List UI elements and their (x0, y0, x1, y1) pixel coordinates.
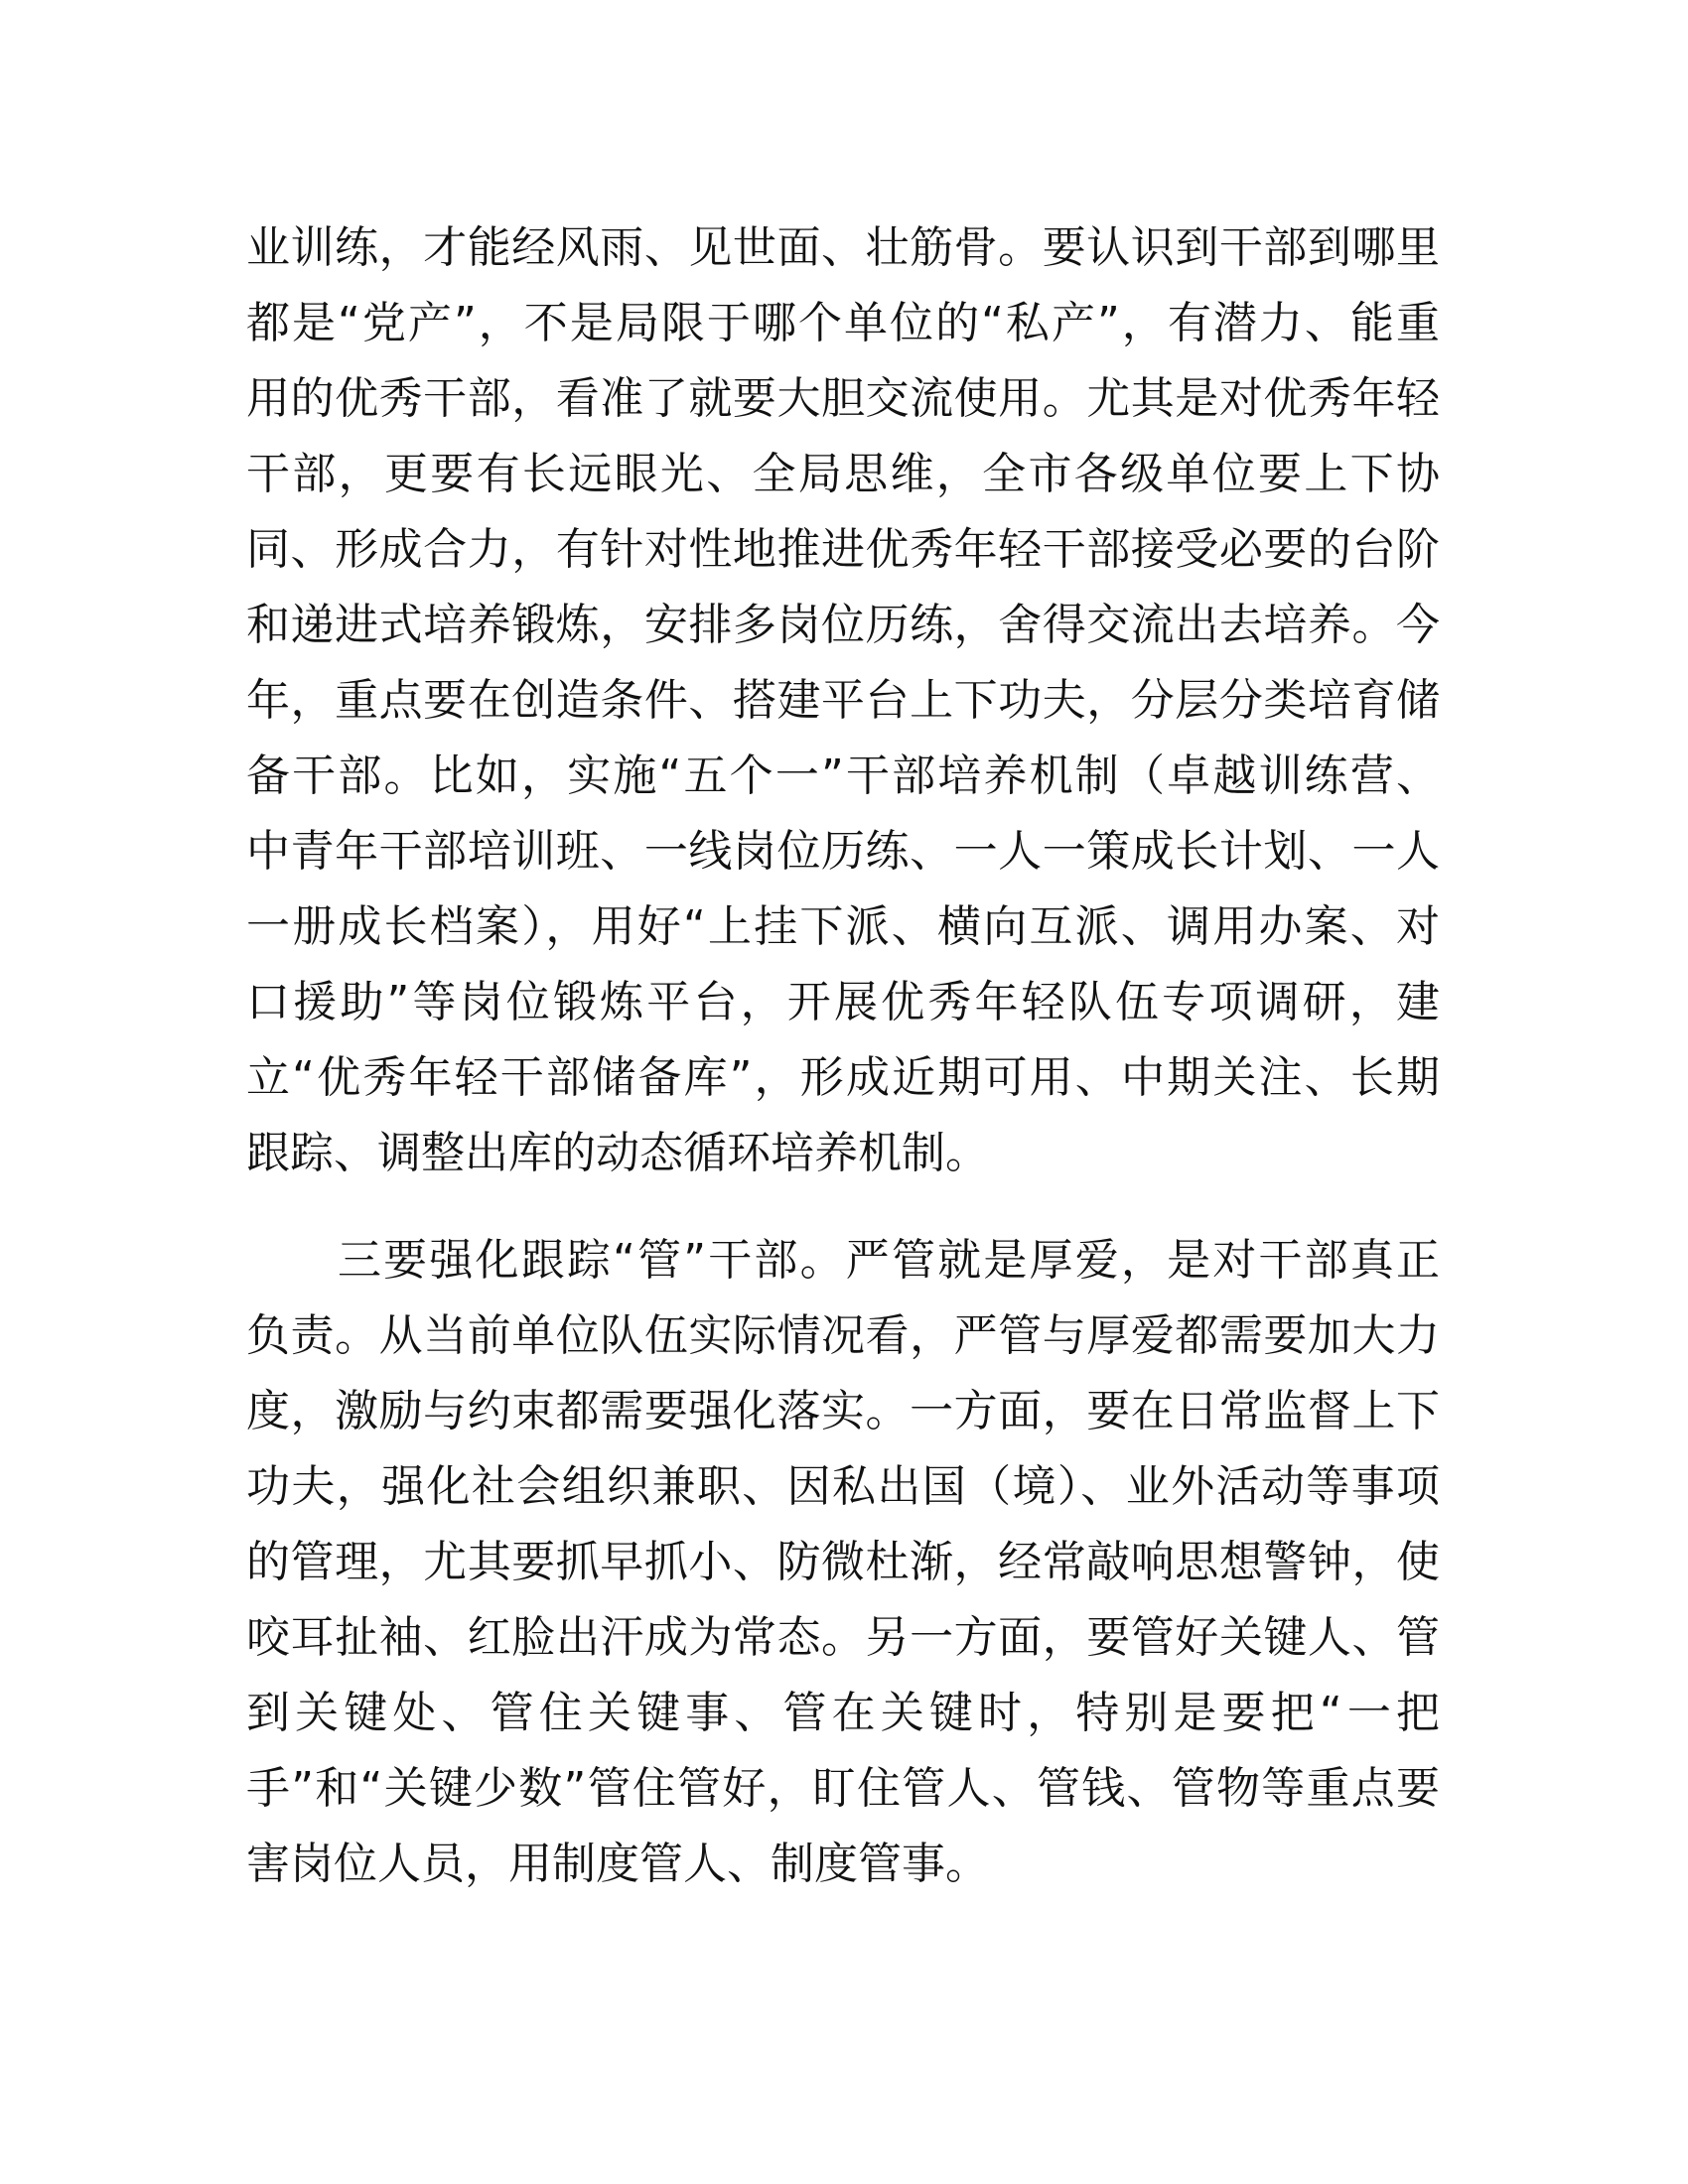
text-line: 都是“党产”，不是局限于哪个单位的“私产”，有潜力、能重 (246, 298, 1440, 348)
text-line: 负责。从当前单位队伍实际情况看，严管与厚爱都需要加大力 (246, 1310, 1440, 1361)
text-line: 备干部。比如，实施“五个一”干部培养机制（卓越训练营、 (246, 751, 1440, 801)
text-line: 的管理，尤其要抓早抓小、防微杜渐，经常敲响思想警钟，使 (246, 1537, 1440, 1587)
text-line: 和递进式培养锻炼，安排多岗位历练，舍得交流出去培养。今 (246, 600, 1440, 650)
text-line: 用的优秀干部，看准了就要大胆交流使用。尤其是对优秀年轻 (246, 373, 1440, 424)
paragraph-2 (246, 1223, 1440, 1902)
text-line: 干部，更要有长远眼光、全局思维，全市各级单位要上下协 (246, 449, 1440, 499)
text-line: 中青年干部培训班、一线岗位历练、一人一策成长计划、一人 (246, 826, 1440, 877)
text-line: 口援助”等岗位锻炼平台，开展优秀年轻队伍专项调研，建 (246, 977, 1440, 1027)
text-line: 三要强化跟踪“管”干部。严管就是厚爱，是对干部真正 (338, 1235, 1440, 1286)
text-line: 度，激励与约束都需要强化落实。一方面，要在日常监督上下 (246, 1386, 1440, 1436)
text-line: 咬耳扯袖、红脸出汗成为常态。另一方面，要管好关键人、管 (246, 1612, 1440, 1663)
text-line: 业训练，才能经风雨、见世面、壮筋骨。要认识到干部到哪里 (246, 222, 1440, 273)
text-line: 年，重点要在创造条件、搭建平台上下功夫，分层分类培育储 (246, 675, 1440, 726)
text-line: 害岗位人员，用制度管人、制度管事。 (246, 1839, 989, 1889)
text-line: 跟踪、调整出库的动态循环培养机制。 (246, 1128, 989, 1178)
text-line: 一册成长档案），用好“上挂下派、横向互派、调用办案、对 (246, 901, 1440, 952)
text-line: 到关键处、管住关键事、管在关键时，特别是要把“一把 (246, 1688, 1440, 1738)
text-line: 立“优秀年轻干部储备库”，形成近期可用、中期关注、长期 (246, 1052, 1440, 1103)
text-line: 同、形成合力，有针对性地推进优秀年轻干部接受必要的台阶 (246, 524, 1440, 575)
text-line: 功夫，强化社会组织兼职、因私出国（境）、业外活动等事项 (246, 1461, 1440, 1512)
paragraph-1 (246, 210, 1440, 1191)
text-line: 手”和“关键少数”管住管好，盯住管人、管钱、管物等重点要 (246, 1763, 1440, 1814)
